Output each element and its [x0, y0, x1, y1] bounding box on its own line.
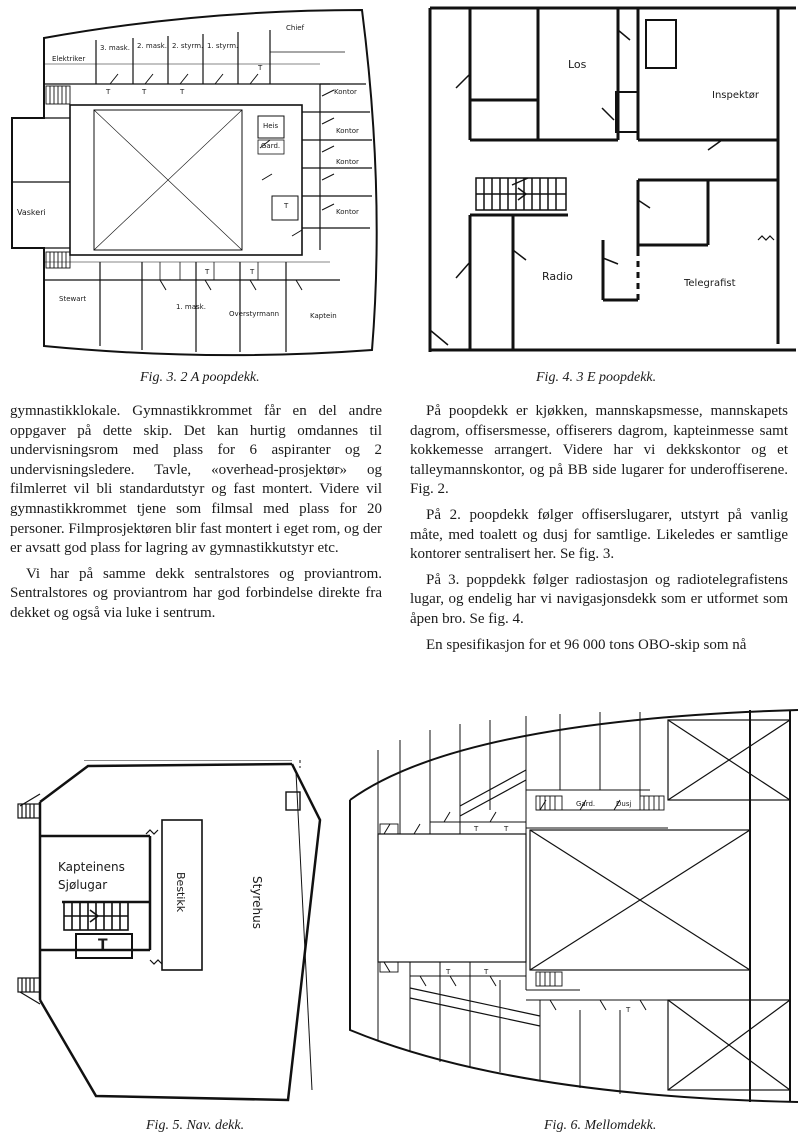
fig4-label-inspektor: Inspektør [712, 90, 759, 101]
left-text-column [10, 402, 382, 624]
fig3-label-toilet-6: T [205, 268, 210, 276]
fig3-label-toilet-3: T [180, 88, 185, 96]
fig6-label-toilet-3: T [446, 968, 451, 976]
right-paragraph-3: På 3. poppdekk følger radiostasjon og radiotelegrafistens lugar, og endelig har vi navigasjonsdekk som er utformet som åpen bro. Se fig. 4. [410, 571, 788, 627]
fig4-label-telegrafist: Telegrafist [684, 278, 736, 289]
fig3-label-toilet-4: T [258, 64, 263, 72]
fig3-label-2-mask: 2. mask. [137, 42, 167, 50]
fig3-label-toilet-2: T [142, 88, 147, 96]
fig5-label-styrehus: Styrehus [250, 876, 264, 929]
fig3-label-elektriker: Elektriker [52, 55, 86, 63]
right-paragraph-2: På 2. poopdekk følger offiserslugarer, utstyrt på vanlig måte, med toalett og dusj for samtlige. Likeledes er samtlige kontorer sentralisert her. Se fig. 3. [410, 506, 788, 563]
fig6-caption: Fig. 6. Mellomdekk. [544, 1118, 657, 1133]
fig3-label-3-mask: 3. mask. [100, 44, 130, 52]
fig5-label-bestikk: Bestikk [174, 872, 187, 913]
fig3-label-overstyrmann: Overstyrmann [229, 310, 280, 318]
fig6-label-garde: Gard. [576, 800, 596, 808]
fig5-label-toilet: T [98, 937, 108, 953]
right-paragraph-4: En spesifikasjon for et 96 000 tons OBO-skip som nå [426, 636, 747, 653]
fig3-label-stewart: Stewart [59, 295, 87, 303]
fig3-label-kaptein: Kaptein [310, 312, 337, 320]
fig3-label-1-mask: 1. mask. [176, 303, 206, 311]
fig4-deck-plan [418, 0, 800, 360]
fig3-label-heis: Heis [263, 122, 279, 130]
fig3-label-1-styrm: 1. styrm. [207, 42, 239, 50]
left-paragraph-2: Vi har på samme dekk sentralstores og proviantrom. Sentralstores og proviantrom har god forbindelse direkte fra dekket og også via luke i sentrum. [10, 565, 382, 621]
fig5-label-sjolugar: Sjølugar [58, 878, 108, 892]
fig3-label-chief: Chief [286, 24, 305, 32]
fig3-label-kontor-4: Kontor [336, 208, 359, 216]
fig5-label-kapteinens: Kapteinens [58, 860, 125, 874]
fig3-label-kontor-1: Kontor [334, 88, 357, 96]
fig6-label-toilet-1: T [474, 825, 479, 833]
fig3-label-toilet-1: T [106, 88, 111, 96]
fig3-label-toilet-7: T [250, 268, 255, 276]
fig4-caption: Fig. 4. 3 E poopdekk. [536, 370, 657, 385]
fig3-label-vaskeri: Vaskeri [17, 208, 46, 217]
fig3-label-toilet-5: T [284, 202, 289, 210]
fig6-label-toilet-5: T [626, 1006, 631, 1014]
fig5-deck-plan [0, 760, 340, 1110]
fig3-label-kontor-3: Kontor [336, 158, 359, 166]
fig4-label-radio: Radio [542, 270, 573, 283]
left-paragraph-1: gymnastikklokale. Gymnastikkrommet får en del andre oppgaver på dette skip. Det kan hurtig omdannes til undervisningsrom med plass for 6 aspiranter og 2 undervisningsledere. Tavle, «overhead-prosjektør» og filmlerret vil bli standardutstyr og fast montert. Videre vil gymnastikkrommet tjene som filmsal med plass for 20 personer. Filmprosjektøren blir fast montert i eget rom, og der er avsatt god plass for lagring av gymnastikkutstyr etc. [10, 403, 382, 557]
fig3-deck-plan [0, 0, 380, 362]
fig5-caption: Fig. 5. Nav. dekk. [146, 1118, 245, 1133]
fig6-label-dusj: Dusj [616, 800, 632, 808]
fig6-label-toilet-4: T [484, 968, 489, 976]
fig3-label-2-styrm: 2. styrm. [172, 42, 204, 50]
fig4-label-los: Los [568, 58, 587, 71]
fig3-caption: Fig. 3. 2 A poopdekk. [140, 370, 260, 385]
fig6-deck-plan [340, 700, 800, 1110]
fig3-label-garde: Gard. [261, 142, 281, 150]
fig6-label-toilet-2: T [504, 825, 509, 833]
right-text-column [410, 402, 788, 655]
right-paragraph-1: På poopdekk er kjøkken, mannskapsmesse, mannskapets dagrom, offisersmesse, offiserers dagrom, kapteinmesse samt kokkemesse arrangert. Videre har vi dekkskontor og et talleymannskontor, og på BB side lugarer for underoffiserene. Fig. 2. [410, 403, 788, 498]
fig3-label-kontor-2: Kontor [336, 127, 359, 135]
